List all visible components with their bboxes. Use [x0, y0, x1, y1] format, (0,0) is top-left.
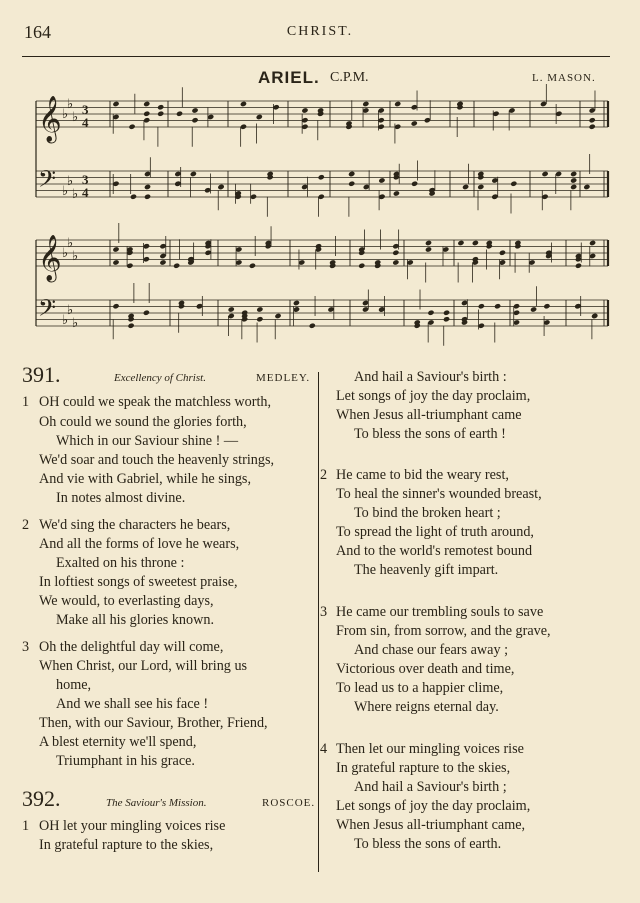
- note-head: [159, 259, 166, 265]
- flat-sign: ♭: [62, 107, 69, 122]
- note-head: [265, 240, 272, 246]
- note-head: [478, 323, 485, 329]
- hymn-391-tune: MEDLEY.: [256, 372, 311, 384]
- verse-line: In notes almost divine.: [56, 490, 186, 506]
- note-head: [112, 114, 119, 120]
- note-head: [461, 300, 468, 306]
- note-head: [407, 259, 414, 265]
- note-head: [477, 174, 484, 180]
- note-head: [591, 313, 598, 319]
- verse-line: We'd soar and touch the heavenly strings,: [39, 452, 275, 468]
- flat-sign: ♭: [72, 249, 79, 264]
- note-head: [256, 114, 263, 120]
- note-head: [143, 243, 150, 249]
- verse-line: Where reigns eternal day.: [354, 699, 499, 715]
- verse-line: Let songs of joy the day proclaim,: [336, 798, 531, 814]
- tune-composer: L. MASON.: [532, 72, 596, 84]
- note-head: [204, 187, 211, 193]
- note-head: [178, 300, 185, 306]
- note-head: [443, 310, 450, 316]
- note-head: [478, 303, 485, 309]
- note-head: [317, 111, 324, 117]
- note-head: [428, 187, 435, 193]
- note-head: [456, 101, 463, 107]
- flat-sign: ♭: [72, 316, 79, 331]
- note-head: [457, 240, 464, 246]
- note-head: [196, 303, 203, 309]
- note-head: [144, 194, 151, 200]
- note-head: [126, 250, 133, 256]
- hymn-391-number: 391.: [22, 362, 61, 387]
- note-head: [411, 181, 418, 187]
- note-head: [570, 177, 577, 183]
- bass-clef: 𝄢: [38, 294, 57, 327]
- hymn-392-subject: The Saviour's Mission.: [106, 797, 207, 809]
- note-head: [228, 313, 235, 319]
- verse-line: Victorious over death and time,: [336, 661, 515, 677]
- note-head: [191, 107, 198, 113]
- note-head: [491, 177, 498, 183]
- verse-line: And vie with Gabriel, while he sings,: [39, 471, 251, 487]
- verse-number: 1: [22, 818, 30, 834]
- note-head: [235, 190, 242, 196]
- note-head: [191, 117, 198, 123]
- note-head: [540, 101, 547, 107]
- note-head: [589, 117, 596, 123]
- note-head: [472, 240, 479, 246]
- note-head: [256, 306, 263, 312]
- note-head: [528, 259, 535, 265]
- flat-sign: ♭: [67, 97, 74, 112]
- note-head: [317, 111, 324, 117]
- verse-line: To bless the sons of earth !: [354, 426, 506, 442]
- verse-line: Oh the delightful day will come,: [39, 639, 224, 655]
- note-head: [112, 259, 119, 265]
- note-head: [345, 120, 352, 126]
- note-head: [425, 240, 432, 246]
- verse-line: To lead us to a happier clime,: [336, 680, 504, 696]
- note-head: [472, 256, 479, 262]
- hymn-391-subject: Excellency of Christ.: [114, 372, 206, 384]
- note-head: [157, 111, 164, 117]
- bass-clef: 𝄢: [38, 165, 57, 198]
- verse-line: In grateful rapture to the skies,: [336, 760, 511, 776]
- note-head: [318, 194, 325, 200]
- note-head: [575, 263, 582, 269]
- running-head: CHRIST.: [286, 24, 354, 39]
- verse-line: Then let our mingling voices rise: [336, 741, 524, 757]
- verse-number: 3: [320, 604, 328, 620]
- verse-line: To heal the sinner's wounded breast,: [336, 486, 542, 502]
- note-head: [541, 194, 548, 200]
- verse-line: Exalted on his throne :: [56, 555, 185, 571]
- note-head: [144, 184, 151, 190]
- header-rule: [22, 56, 610, 57]
- note-head: [461, 319, 468, 325]
- verse-line: And chase our fears away ;: [354, 642, 509, 658]
- note-head: [157, 104, 164, 110]
- note-head: [570, 184, 577, 190]
- note-head: [591, 313, 598, 319]
- note-head: [159, 253, 166, 259]
- verse-line: OH could we speak the matchless worth,: [39, 394, 272, 410]
- note-head: [443, 316, 450, 322]
- verse-line: OH let your mingling voices rise: [39, 818, 226, 834]
- note-head: [240, 101, 247, 107]
- treble-clef: 𝄞: [38, 235, 62, 281]
- note-head: [204, 240, 211, 246]
- note-head: [514, 240, 521, 246]
- flat-sign: ♭: [67, 236, 74, 251]
- verse-line: Then, with our Saviour, Brother, Friend,: [39, 715, 268, 731]
- note-head: [301, 184, 308, 190]
- note-head: [267, 174, 274, 180]
- note-head: [345, 124, 352, 130]
- time-signature: 4: [82, 185, 89, 200]
- time-signature: 3: [82, 172, 89, 187]
- note-head: [112, 246, 119, 252]
- note-head: [374, 263, 381, 269]
- note-head: [143, 310, 150, 316]
- note-head: [392, 250, 399, 256]
- verse-number: 2: [22, 517, 30, 533]
- note-head: [309, 323, 316, 329]
- hymn-392-number: 392.: [22, 786, 61, 811]
- note-head: [477, 184, 484, 190]
- note-head: [393, 171, 400, 177]
- note-head: [187, 256, 194, 262]
- note-head: [513, 319, 520, 325]
- note-head: [394, 101, 401, 107]
- verse-line: In grateful rapture to the skies,: [39, 837, 214, 853]
- note-head: [392, 243, 399, 249]
- column-divider: [318, 372, 319, 872]
- note-head: [358, 263, 365, 269]
- note-head: [589, 240, 596, 246]
- note-head: [545, 250, 552, 256]
- note-head: [472, 259, 479, 265]
- note-head: [241, 313, 248, 319]
- note-head: [411, 104, 418, 110]
- note-head: [241, 316, 248, 322]
- note-head: [555, 111, 562, 117]
- note-head: [174, 181, 181, 187]
- verse-number: 3: [22, 639, 30, 655]
- verse-number: 1: [22, 394, 30, 410]
- note-head: [256, 316, 263, 322]
- verse-line: Triumphant in his grace.: [56, 753, 195, 769]
- note-head: [235, 259, 242, 265]
- note-head: [374, 263, 381, 269]
- note-head: [174, 181, 181, 187]
- flat-sign: ♭: [67, 303, 74, 318]
- note-head: [348, 171, 355, 177]
- note-head: [143, 256, 150, 262]
- note-head: [112, 181, 119, 187]
- note-head: [442, 246, 449, 252]
- note-head: [228, 306, 235, 312]
- note-head: [530, 306, 537, 312]
- note-head: [293, 300, 300, 306]
- verse-line: home,: [56, 677, 92, 693]
- note-head: [190, 171, 197, 177]
- note-head: [250, 194, 257, 200]
- note-head: [393, 190, 400, 196]
- note-head: [363, 184, 370, 190]
- flat-sign: ♭: [67, 174, 74, 189]
- note-head: [298, 259, 305, 265]
- verse-line: When Christ, our Lord, will bring us: [39, 658, 248, 674]
- note-head: [589, 107, 596, 113]
- note-head: [235, 246, 242, 252]
- note-head: [491, 194, 498, 200]
- note-head: [196, 303, 203, 309]
- verse-line: We would, to everlasting days,: [39, 593, 214, 609]
- note-head: [411, 120, 418, 126]
- note-head: [477, 171, 484, 177]
- note-head: [414, 323, 421, 329]
- verse-line: We'd sing the characters he bears,: [39, 517, 231, 533]
- note-head: [378, 107, 385, 113]
- note-head: [176, 111, 183, 117]
- verse-line: A blest eternity we'll spend,: [39, 734, 197, 750]
- note-head: [570, 171, 577, 177]
- note-head: [265, 243, 272, 249]
- note-head: [456, 104, 463, 110]
- note-head: [499, 250, 506, 256]
- note-head: [301, 107, 308, 113]
- note-head: [358, 246, 365, 252]
- note-head: [126, 263, 133, 269]
- verse-line: Let songs of joy the day proclaim,: [336, 388, 531, 404]
- note-head: [545, 253, 552, 259]
- note-head: [315, 243, 322, 249]
- note-head: [589, 124, 596, 130]
- note-head: [378, 177, 385, 183]
- note-head: [427, 319, 434, 325]
- note-head: [427, 310, 434, 316]
- note-head: [362, 107, 369, 113]
- note-head: [374, 259, 381, 265]
- note-head: [317, 107, 324, 113]
- verse-number: 2: [320, 467, 328, 483]
- verse-line: To bind the broken heart ;: [354, 505, 501, 521]
- verse-line: And to the world's remotest bound: [336, 543, 533, 559]
- note-head: [207, 114, 214, 120]
- note-head: [315, 246, 322, 252]
- verse-line: He came our trembling souls to save: [336, 604, 544, 620]
- note-head: [249, 263, 256, 269]
- verse-line: And we shall see his face !: [56, 696, 209, 712]
- hymn-392-tune: ROSCOE.: [262, 797, 316, 809]
- note-head: [358, 250, 365, 256]
- note-head: [394, 124, 401, 130]
- note-head: [274, 313, 281, 319]
- note-head: [378, 117, 385, 123]
- note-head: [513, 303, 520, 309]
- note-head: [143, 117, 150, 123]
- note-head: [204, 243, 211, 249]
- note-head: [144, 171, 151, 177]
- note-head: [492, 111, 499, 117]
- note-head: [574, 303, 581, 309]
- note-head: [414, 319, 421, 325]
- note-head: [378, 306, 385, 312]
- note-head: [301, 124, 308, 130]
- note-head: [235, 194, 242, 200]
- note-head: [424, 117, 431, 123]
- note-head: [127, 313, 134, 319]
- note-head: [392, 259, 399, 265]
- verse-line: From sin, from sorrow, and the grave,: [336, 623, 551, 639]
- note-head: [461, 316, 468, 322]
- verse-line: To bless the sons of earth.: [354, 836, 502, 852]
- note-head: [112, 303, 119, 309]
- note-head: [143, 101, 150, 107]
- note-head: [499, 259, 506, 265]
- flat-sign: ♭: [72, 110, 79, 125]
- note-head: [127, 316, 134, 322]
- note-head: [273, 104, 280, 110]
- verse-line: To spread the light of truth around,: [336, 524, 534, 540]
- verse-line: When Jesus all-triumphant came: [336, 407, 522, 423]
- time-signature: 4: [82, 115, 89, 130]
- note-head: [130, 194, 137, 200]
- note-head: [196, 303, 203, 309]
- note-head: [425, 246, 432, 252]
- verse-number: 4: [320, 741, 328, 757]
- tune-name: ARIEL.: [258, 68, 320, 87]
- note-head: [204, 250, 211, 256]
- note-head: [543, 319, 550, 325]
- note-head: [378, 194, 385, 200]
- note-head: [329, 263, 336, 269]
- flat-sign: ♭: [62, 246, 69, 261]
- note-head: [508, 107, 515, 113]
- note-head: [187, 256, 194, 262]
- verse-line: When Jesus all-triumphant came,: [336, 817, 526, 833]
- note-head: [555, 171, 562, 177]
- note-head: [428, 190, 435, 196]
- note-head: [541, 171, 548, 177]
- note-head: [329, 263, 336, 269]
- note-head: [513, 310, 520, 316]
- note-head: [127, 323, 134, 329]
- note-head: [575, 253, 582, 259]
- note-head: [393, 174, 400, 180]
- note-head: [178, 303, 185, 309]
- note-head: [173, 263, 180, 269]
- note-head: [499, 259, 506, 265]
- note-head: [267, 171, 274, 177]
- page-number: 164: [24, 22, 51, 42]
- note-head: [362, 306, 369, 312]
- note-head: [543, 303, 550, 309]
- note-head: [143, 243, 150, 249]
- note-head: [486, 240, 493, 246]
- note-head: [143, 111, 150, 117]
- note-head: [293, 306, 300, 312]
- note-head: [112, 101, 119, 107]
- note-head: [217, 184, 224, 190]
- note-head: [241, 310, 248, 316]
- note-head: [240, 124, 247, 130]
- note-head: [128, 124, 135, 130]
- note-head: [510, 181, 517, 187]
- note-head: [187, 259, 194, 265]
- note-head: [293, 306, 300, 312]
- note-head: [362, 101, 369, 107]
- note-head: [345, 124, 352, 130]
- note-head: [574, 303, 581, 309]
- note-head: [583, 184, 590, 190]
- flat-sign: ♭: [72, 187, 79, 202]
- flat-sign: ♭: [62, 313, 69, 328]
- note-head: [378, 124, 385, 130]
- note-head: [318, 174, 325, 180]
- note-head: [327, 306, 334, 312]
- flat-sign: ♭: [62, 184, 69, 199]
- verse-line: In loftiest songs of sweetest praise,: [39, 574, 238, 590]
- note-head: [491, 194, 498, 200]
- note-head: [348, 171, 355, 177]
- note-head: [362, 300, 369, 306]
- note-head: [428, 187, 435, 193]
- treble-clef: 𝄞: [38, 96, 62, 142]
- note-head: [217, 184, 224, 190]
- note-head: [378, 306, 385, 312]
- note-head: [159, 243, 166, 249]
- note-head: [514, 243, 521, 249]
- verse-line: And hail a Saviour's birth :: [354, 369, 507, 385]
- verse-line: And hail a Saviour's birth ;: [354, 779, 507, 795]
- note-head: [575, 256, 582, 262]
- verse-line: He came to bid the weary rest,: [336, 467, 509, 483]
- note-head: [486, 243, 493, 249]
- time-signature: 3: [82, 102, 89, 117]
- note-head: [329, 259, 336, 265]
- verse-line: Which in our Saviour shine ! —: [56, 433, 239, 449]
- note-head: [462, 184, 469, 190]
- note-head: [494, 303, 501, 309]
- verse-line: Oh could we sound the glories forth,: [39, 414, 247, 430]
- verse-line: And all the forms of love he wears,: [39, 536, 240, 552]
- tune-meter: C.P.M.: [330, 70, 369, 85]
- verse-line: Make all his glories known.: [56, 612, 215, 628]
- note-head: [378, 194, 385, 200]
- note-head: [174, 171, 181, 177]
- note-head: [235, 190, 242, 196]
- note-head: [301, 117, 308, 123]
- note-head: [456, 101, 463, 107]
- verse-line: The heavenly gift impart.: [354, 562, 499, 578]
- note-head: [348, 181, 355, 187]
- note-head: [126, 246, 133, 252]
- note-head: [589, 253, 596, 259]
